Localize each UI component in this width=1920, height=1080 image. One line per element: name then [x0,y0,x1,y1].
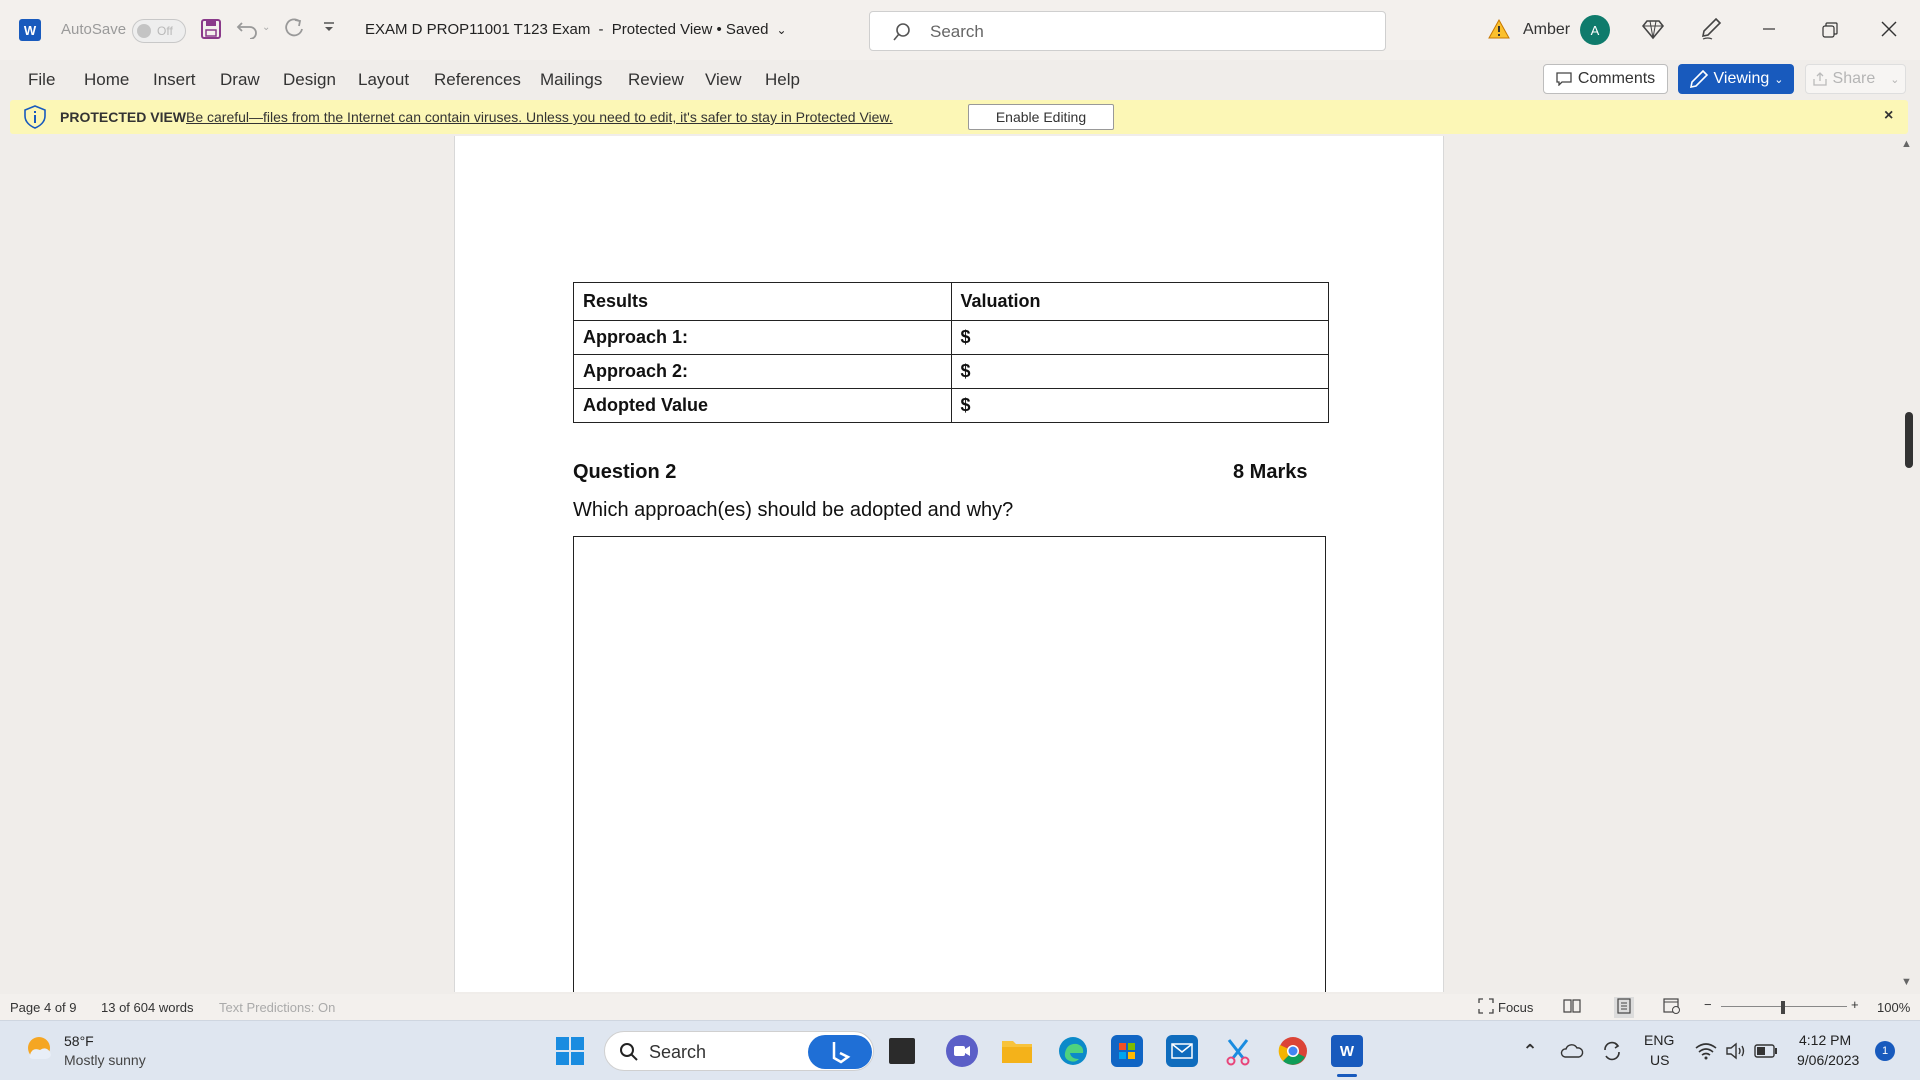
warning-icon[interactable] [1488,19,1510,39]
document-title-area[interactable] [365,21,787,38]
undo-icon[interactable] [236,17,258,39]
viewing-pen-icon [1689,70,1709,88]
bing-icon[interactable] [808,1035,872,1069]
avatar[interactable]: A [1580,15,1610,45]
weather-temperature[interactable]: 58°F [64,1033,94,1049]
weather-description[interactable]: Mostly sunny [64,1052,146,1068]
document-status: Protected View • Saved [611,21,769,38]
results-table [573,282,1329,423]
word-count[interactable]: 13 of 604 words [101,1000,194,1015]
print-layout-icon[interactable] [1614,997,1634,1018]
shield-info-icon [23,105,47,134]
undo-dropdown-icon[interactable]: ⌄ [262,22,271,33]
edge-browser-icon[interactable] [1057,1035,1089,1067]
taskbar-search[interactable] [604,1031,874,1071]
tab-insert[interactable]: Insert [153,70,196,89]
active-app-indicator [1337,1074,1357,1077]
redo-icon[interactable] [283,17,305,39]
tab-mailings[interactable]: Mailings [540,70,603,89]
answer-box[interactable] [573,536,1326,992]
autosave-label: AutoSave [61,21,127,38]
chevron-down-icon: ⌄ [1890,73,1900,86]
zoom-slider-thumb[interactable] [1781,1001,1785,1014]
document-area [0,136,1920,992]
scroll-up-icon[interactable]: ▲ [1901,138,1912,150]
tab-design[interactable]: Design [283,70,336,89]
scrollbar-thumb[interactable] [1905,412,1913,468]
save-icon[interactable] [200,18,222,40]
table-cell: Approach 2: [574,355,952,389]
tab-draw[interactable]: Draw [220,70,260,89]
sync-icon[interactable] [1596,1035,1628,1067]
zoom-out-icon[interactable]: − [1704,997,1712,1012]
pen-icon[interactable] [1700,17,1722,41]
file-explorer-icon[interactable] [1001,1035,1033,1067]
title-separator: - [594,21,608,38]
document-title: EXAM D PROP11001 T123 Exam [365,21,591,38]
language-indicator[interactable]: ENG [1644,1032,1675,1048]
enable-editing-button[interactable]: Enable Editing [968,104,1114,130]
table-header-row [574,283,1329,321]
table-row [574,355,1329,389]
taskbar [0,1020,1920,1080]
taskbar-search-label: Search [649,1042,707,1062]
comment-icon [1556,72,1572,86]
search-icon [892,22,912,42]
chrome-icon[interactable] [1277,1035,1309,1067]
tab-view[interactable]: View [705,70,742,89]
question-text: Which approach(es) should be adopted and why? [573,499,1014,521]
mail-icon[interactable] [1166,1035,1198,1067]
tab-review[interactable]: Review [628,70,684,89]
onedrive-icon[interactable] [1556,1035,1588,1067]
table-row [574,321,1329,355]
chevron-down-icon: ⌄ [1774,73,1784,86]
share-icon [1812,71,1828,87]
scroll-down-icon[interactable]: ▼ [1901,976,1912,988]
weather-sun-icon[interactable] [24,1033,54,1063]
text-predictions[interactable]: Text Predictions: On [219,1000,336,1015]
table-cell: Adopted Value [574,389,952,423]
volume-icon[interactable] [1720,1035,1752,1067]
search-input[interactable] [869,11,1386,51]
focus-label[interactable]: Focus [1498,1000,1534,1015]
table-cell: $ [951,321,1329,355]
comments-label: Comments [1577,70,1656,87]
battery-icon[interactable] [1750,1035,1782,1067]
windows-start-icon[interactable] [554,1035,586,1067]
table-row [574,389,1329,423]
show-hidden-icons-icon[interactable]: ⌃ [1522,1040,1538,1061]
table-cell: $ [951,355,1329,389]
question-title: Question 2 [573,461,677,483]
clock-date[interactable]: 9/06/2023 [1797,1052,1860,1068]
tab-home[interactable]: Home [84,70,130,89]
protected-view-title: PROTECTED VIEW [60,109,187,125]
question-marks: 8 Marks [1233,461,1308,483]
tab-layout[interactable]: Layout [358,70,410,89]
microsoft-store-icon[interactable] [1111,1035,1143,1067]
tab-file[interactable]: File [28,70,56,89]
close-protected-bar-icon[interactable]: × [1884,107,1894,124]
protected-view-message[interactable]: Be careful—files from the Internet can contain viruses. Unless you need to edit, it's safer to stay in Protected View. [186,109,893,125]
viewing-button[interactable] [1678,64,1794,94]
table-header-cell: Results [574,283,952,321]
clock-time[interactable]: 4:12 PM [1799,1032,1852,1048]
read-mode-icon[interactable] [1563,998,1581,1017]
word-logo-icon: W [19,19,41,41]
wifi-icon[interactable] [1690,1035,1722,1067]
autosave-state: Off [157,24,173,38]
customize-toolbar-icon[interactable] [322,20,336,34]
toggle-knob [137,24,151,38]
close-icon[interactable] [1881,21,1897,37]
comments-button[interactable] [1543,64,1668,94]
zoom-level[interactable]: 100% [1877,1000,1911,1015]
chevron-down-icon: ⌄ [776,22,787,37]
diamond-icon[interactable] [1642,18,1664,40]
page-count[interactable]: Page 4 of 9 [10,1000,77,1015]
focus-icon[interactable] [1478,998,1494,1017]
table-cell: Approach 1: [574,321,952,355]
web-layout-icon[interactable] [1663,998,1681,1017]
user-name[interactable]: Amber [1523,21,1571,38]
task-view-icon[interactable] [889,1038,915,1064]
title-bar [0,0,1920,60]
share-button[interactable] [1805,64,1906,94]
word-app-icon[interactable]: W [1331,1035,1363,1067]
share-label: Share [1832,70,1876,87]
search-icon [619,1042,639,1062]
document-page [454,136,1444,992]
autosave-toggle[interactable] [132,19,186,43]
notification-badge[interactable]: 1 [1875,1041,1895,1061]
status-bar [0,994,1920,1020]
table-cell: $ [951,389,1329,423]
region-indicator[interactable]: US [1650,1052,1670,1068]
table-header-cell: Valuation [951,283,1329,321]
minimize-icon[interactable] [1762,22,1776,36]
teams-chat-icon[interactable] [946,1035,978,1067]
restore-icon[interactable] [1822,22,1838,38]
viewing-label: Viewing [1713,70,1770,87]
search-placeholder: Search [930,22,984,41]
tab-references[interactable]: References [434,70,521,89]
protected-view-bar [10,100,1908,134]
zoom-in-icon[interactable]: + [1851,997,1859,1012]
snipping-tool-icon[interactable] [1222,1035,1254,1067]
tab-help[interactable]: Help [765,70,800,89]
